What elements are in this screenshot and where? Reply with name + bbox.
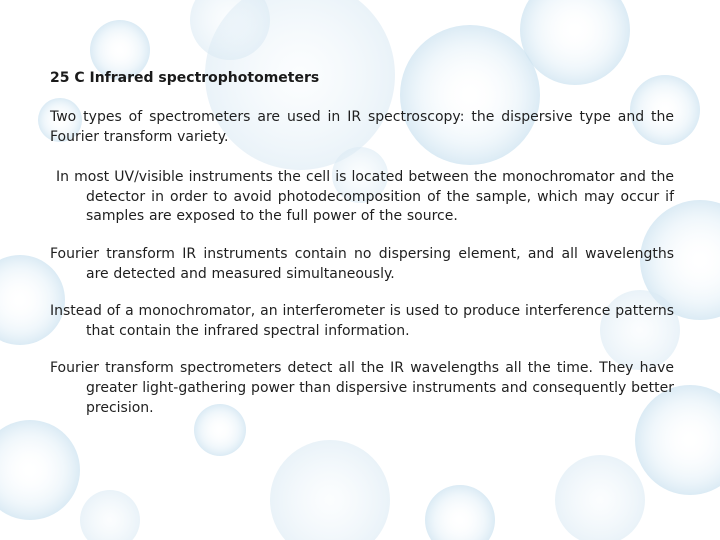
slide-title: 25 C Infrared spectrophotometers (50, 70, 320, 86)
paragraph-uv-visible-cell: In most UV/visible instruments the cell is located between the monochromator and the detector in order to avoid photodecomposition of the sample, which may occur if samples are exposed to the full power of the source. (56, 169, 674, 225)
paragraph-ft-ir-instruments: Fourier transform IR instruments contain no dispersing element, and all wavelengths are detected and measured simultaneously. (50, 245, 674, 282)
paragraph-interferometer: Instead of a monochromator, an interferometer is used to produce interference patterns that contain the infrared spectral information. (50, 303, 674, 339)
paragraph-spectrometer-types: Two types of spectrometers are used in IR spectroscopy: the dispersive type and the Fourier transform variety. (50, 109, 674, 145)
slide-content (50, 66, 674, 436)
paragraph-ft-spectrometers-precision: Fourier transform spectrometers detect all the IR wavelengths all the time. They have greater light-gathering power than dispersive instruments and consequently better precision. (50, 360, 674, 416)
